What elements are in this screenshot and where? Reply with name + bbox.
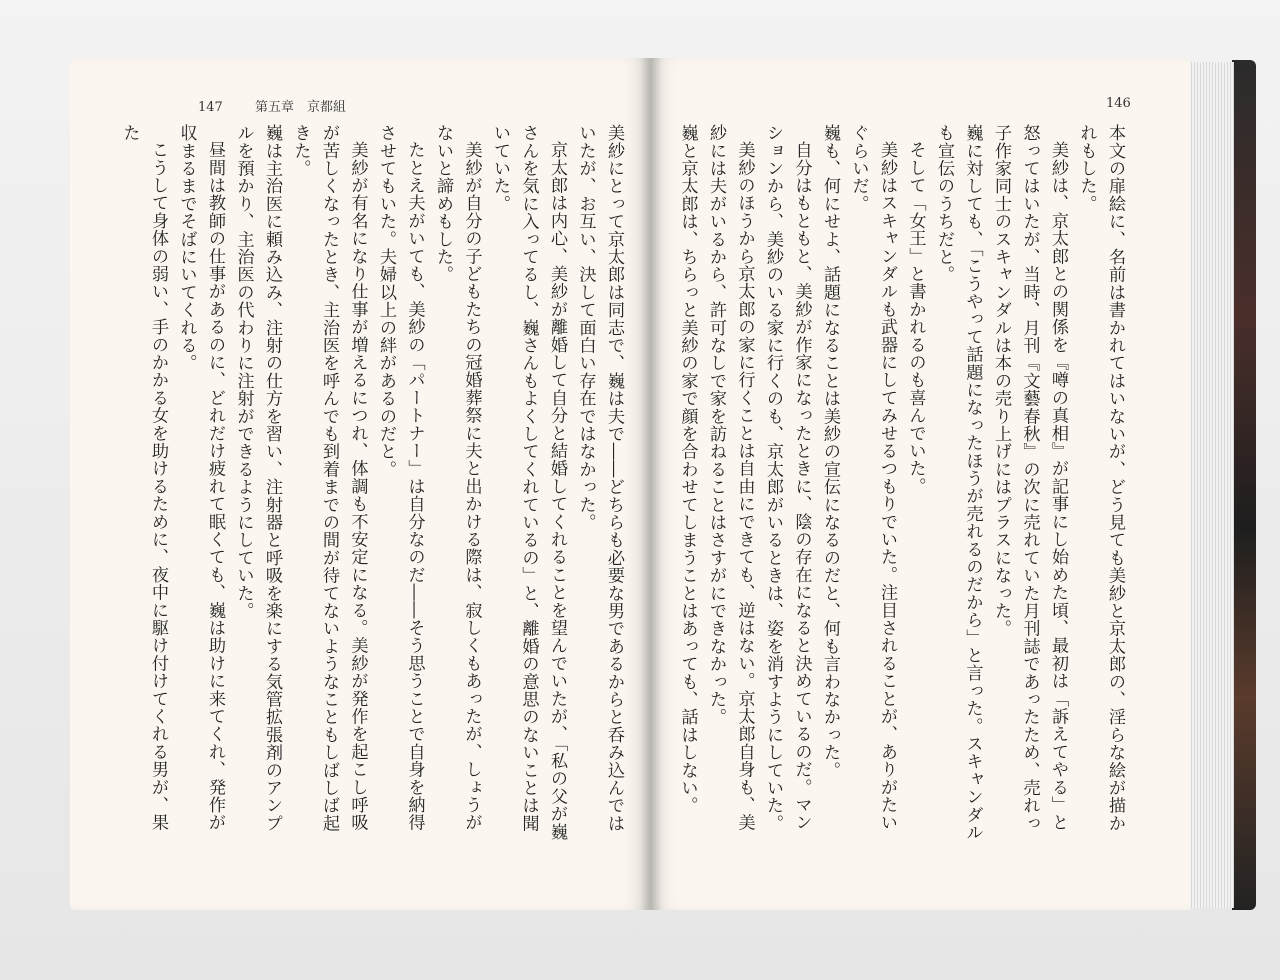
paragraph: こうして身体の弱い、手のかかる女を助けるために、夜中に駆け付けてくれる男が、果た (119, 124, 168, 832)
left-page-header (198, 96, 346, 115)
paragraph: 京太郎は内心、美紗が離婚して自分と結婚してくれることを望んでいたが、「私の父が巍さんを気に入ってるし、巍さんもよくしてくれているの」と、離婚の意思のないことは聞いていた。 (490, 124, 567, 841)
right-page-number: 146 (1106, 96, 1131, 111)
paragraph: 美紗が自分の子どもたちの冠婚葬祭に夫と出かける際は、寂しくもあったが、しょうがないと諦めもした。 (433, 124, 482, 832)
paragraph: 巍に対しても、「こうやって話題になったほうが売れるのだから」と言った。スキャンダルも宣伝のうちだと。 (934, 124, 983, 842)
left-page-number: 147 (198, 100, 223, 115)
paragraph: そして「女王」と書かれるのも喜んでいた。 (905, 141, 926, 496)
paragraph: 昼間は教師の仕事があるのに、どれだけ疲れて眠くても、巍は助けに来てくれ、発作が収まるまでそばにいてくれる。 (176, 124, 225, 832)
left-page-text (119, 124, 628, 844)
book-cover-edge (1232, 60, 1256, 910)
paragraph: 美紗にとって京太郎は同志で、巍は夫で――どちらも必要な男であるからと呑み込んではいたが、お互い、決して面白い存在ではなかった。 (575, 124, 624, 832)
running-head: 第五章 京都組 (254, 100, 346, 115)
paragraph: 巍は主治医に頼み込み、注射の仕方を習い、注射器と呼吸を楽にする気管拡張剤のアンプルを預かり、主治医の代わりに注射ができるようにしていた。 (233, 124, 282, 832)
paragraph: 美紗は、京太郎との関係を『噂の真相』が記事にし始めた頃、最初は「訴えてやる」と怒ってはいたが、当時、月刊『文藝春秋』の次に売れていた月刊誌であったため、売れっ子作家同士のスキャンダルは本の売り上げにはプラスになった。 (991, 124, 1068, 832)
paragraph: 自分はもともと、美紗が作家になったときに、陰の存在になると決めているのだ。マンションから、美紗のいる家に行くのも、京太郎がいるときは、姿を消すようにしていた。 (763, 124, 812, 832)
paragraph: 美紗が有名になり仕事が増えるにつれ、体調も不安定になる。美紗が発作を起こし呼吸が苦しくなったとき、主治医を呼んでも到着までの間が待てないようなこともしばしば起きた。 (290, 124, 368, 832)
right-page-text (677, 124, 1129, 844)
book-gutter (640, 58, 662, 910)
paragraph: 本文の扉絵に、名前は書かれてはいないが、どう見ても美紗と京太郎の、淫らな絵が描かれもした。 (1076, 124, 1125, 832)
page-stack-edge (1188, 62, 1234, 908)
paragraph: 巍も、何にせよ、話題になることは美紗の宣伝になるのだと、何も言わなかった。 (820, 124, 840, 779)
paragraph: 巍と京太郎は、ちらっと美紗の家で顔を合わせてしまうことはあっても、話はしない。 (677, 124, 698, 815)
paragraph: 美紗のほうから京太郎の家に行くことは自由にできても、逆はない。京太郎自身も、美紗には夫がいるから、許可なしで家を訪ねることはさすがにできなかった。 (706, 124, 755, 832)
paragraph: 美紗はスキャンダルも武器にしてみせるつもりでいた。注目されることが、ありがたいぐらいだ。 (848, 124, 897, 832)
paragraph: たとえ夫がいても、美紗の「パートナー」は自分なのだ――そう思うことで自身を納得させてもいた。夫婦以上の絆があるのだと。 (376, 124, 425, 832)
